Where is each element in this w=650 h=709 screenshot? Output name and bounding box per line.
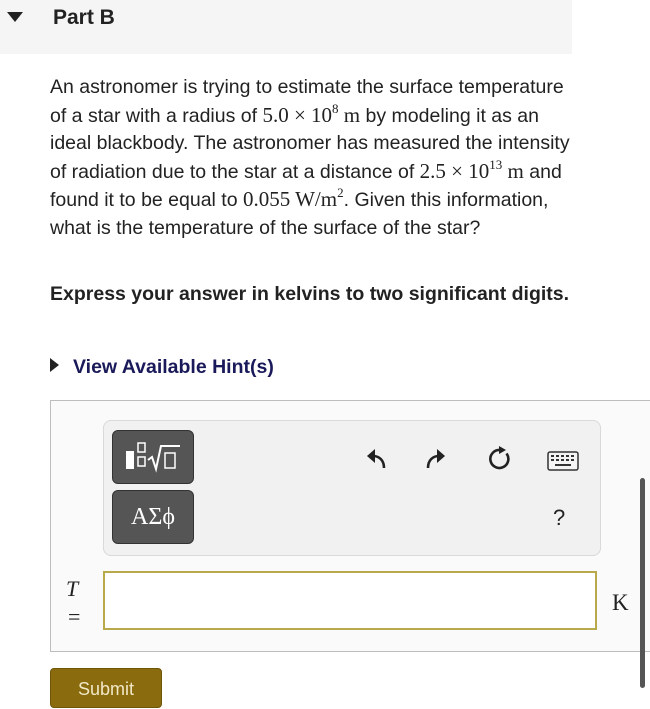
question-text-1: An astronomer is trying to estimate the surface temperature of a star with a radius of [50, 76, 564, 127]
intensity-value: 0.055 $W/m^2$ [242, 185, 344, 211]
help-icon[interactable]: ? [553, 505, 566, 530]
reset-icon[interactable] [486, 445, 514, 473]
question-text-4: . Given this information, what is the temperature of the surface of the star? [50, 189, 549, 239]
collapse-arrow-icon[interactable] [7, 12, 23, 22]
view-hints-link[interactable] [50, 356, 274, 379]
radius-value: $5.0 \times 10^8$ m [262, 100, 361, 127]
question-text [50, 74, 580, 242]
question-text-2: by modeling it as an ideal blackbody. The astronomer has measured the intensity of radiation due to the star at a distance of [50, 104, 570, 183]
templates-button[interactable] [112, 430, 194, 484]
symbols-button[interactable]: ΑΣϕ [112, 490, 194, 544]
hints-label: View Available Hint(s) [73, 356, 274, 378]
equals-sign: = [68, 604, 81, 629]
redo-icon[interactable] [422, 445, 450, 473]
templates-icon [120, 440, 186, 474]
expand-arrow-icon [50, 358, 59, 372]
scrollbar[interactable] [640, 478, 645, 688]
part-title: Part B [53, 6, 115, 29]
answer-input[interactable] [103, 571, 597, 630]
question-text-3: and found it to be equal to [50, 160, 562, 211]
answer-instruction: Express your answer in kelvins to two significant digits. [50, 283, 570, 305]
undo-icon[interactable] [362, 445, 390, 473]
distance-value: $2.5 \times 10^{13}$ m [419, 156, 524, 183]
keyboard-icon[interactable] [546, 447, 580, 475]
answer-variable: T [66, 576, 79, 601]
submit-button[interactable]: Submit [50, 668, 162, 708]
answer-unit: K [612, 590, 629, 615]
